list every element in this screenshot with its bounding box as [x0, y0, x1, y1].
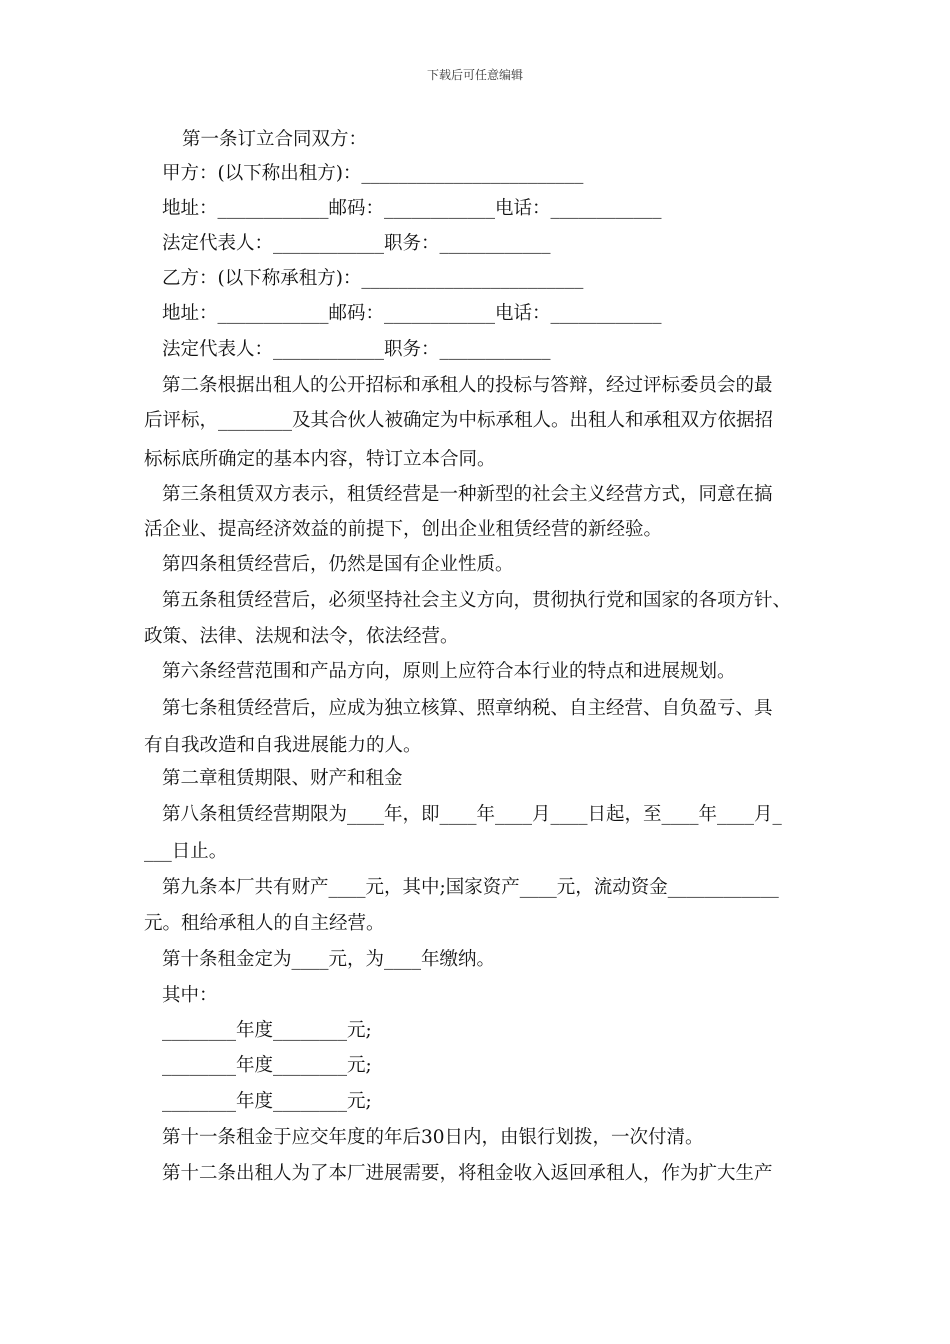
text-line: 活企业、提高经济效益的前提下，创出企业租赁经营的新经验。 [144, 519, 663, 540]
text-line: 第二条根据出租人的公开招标和承租人的投标与答辩，经过评标委员会的最 [162, 375, 773, 396]
text-line: 第七条租赁经营后，应成为独立核算、照章纳税、自主经营、自负盈亏、具 [162, 698, 773, 719]
text-line: ________年度________元; [162, 1055, 372, 1076]
text-line: 第一条订立合同双方： [182, 129, 368, 150]
text-line: 第十条租金定为____元，为____年缴纳。 [162, 949, 496, 970]
text-line: 地址：____________邮码：____________电话：____________ [162, 198, 662, 219]
text-line: 乙方：(以下称承租方)：________________________ [162, 268, 584, 289]
text-line: 第十一条租金于应交年度的年后30日内，由银行划拨，一次付清。 [162, 1127, 704, 1148]
page-header: 下载后可任意编辑 [426, 68, 523, 82]
text-line: 第二章租赁期限、财产和租金 [162, 768, 403, 789]
text-line: 第四条租赁经营后，仍然是国有企业性质。 [162, 554, 514, 575]
text-line: 后评标，________及其合伙人被确定为中标承租人。出租人和承租双方依据招 [144, 410, 774, 431]
text-line: 其中： [162, 985, 218, 1006]
text-line: ___日止。 [144, 841, 228, 862]
text-line: 第三条租赁双方表示，租赁经营是一种新型的社会主义经营方式，同意在搞 [162, 484, 773, 505]
text-line: 第九条本厂共有财产____元，其中;国家资产____元，流动资金____________ [162, 877, 779, 898]
text-line: 政策、法律、法规和法令，依法经营。 [144, 626, 459, 647]
text-line: 地址：____________邮码：____________电话：____________ [162, 303, 662, 324]
text-line: 标标底所确定的基本内容，特订立本合同。 [144, 449, 496, 470]
text-line: 甲方：(以下称出租方)：________________________ [162, 163, 584, 184]
text-line: ________年度________元; [162, 1020, 372, 1041]
text-line: 第十二条出租人为了本厂进展需要，将租金收入返回承租人，作为扩大生产 [162, 1163, 773, 1184]
text-line: 第八条租赁经营期限为____年，即____年____月____日起，至____年____月_ [162, 804, 782, 825]
text-line: 第五条租赁经营后，必须坚持社会主义方向，贯彻执行党和国家的各项方针、 [162, 590, 792, 611]
text-line: 元。租给承租人的自主经营。 [144, 913, 385, 934]
text-line: ________年度________元; [162, 1091, 372, 1112]
text-line: 法定代表人：____________职务：____________ [162, 233, 551, 254]
text-line: 法定代表人：____________职务：____________ [162, 339, 551, 360]
text-line: 第六条经营范围和产品方向，原则上应符合本行业的特点和进展规划。 [162, 661, 736, 682]
text-line: 有自我改造和自我进展能力的人。 [144, 735, 422, 756]
